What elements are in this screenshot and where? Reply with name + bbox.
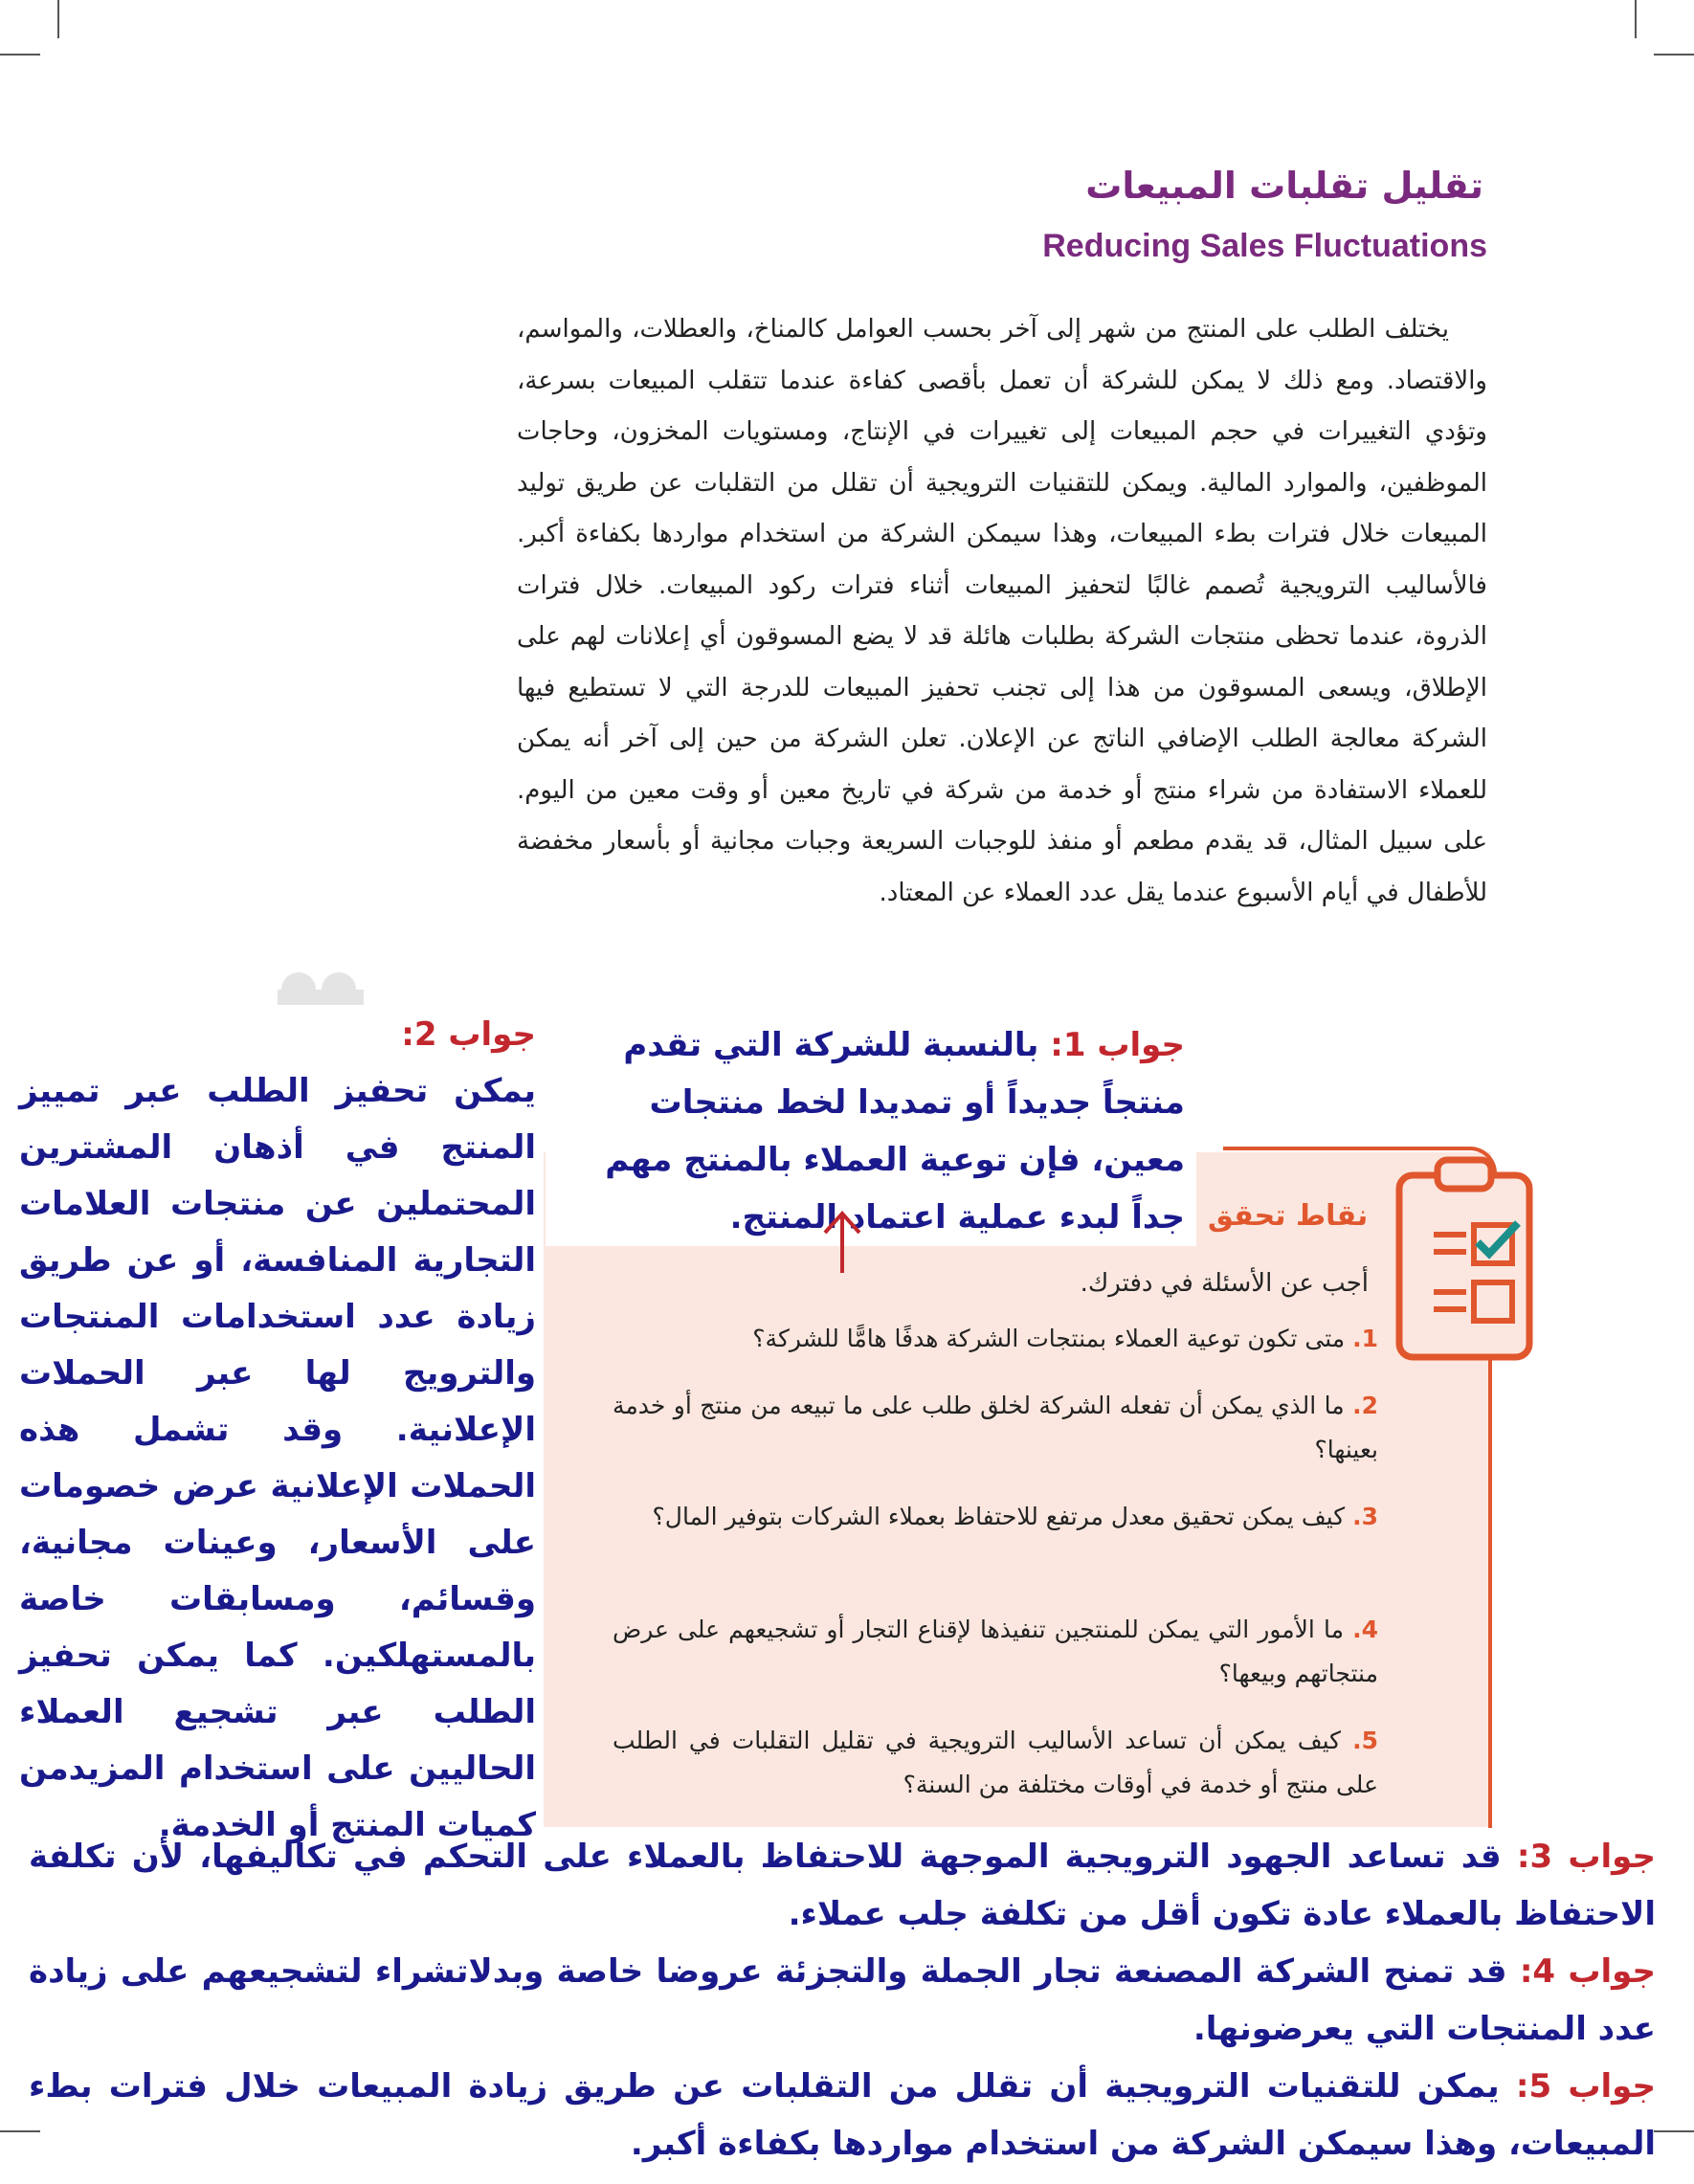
question-item bbox=[613, 1719, 1378, 1807]
question-text: متى تكون توعية العملاء بمنتجات الشركة هدفًا هامًّا للشركة؟ bbox=[752, 1325, 1346, 1352]
answer-5 bbox=[29, 2058, 1656, 2173]
question-text: ما الذي يمكن أن تفعله الشركة لخلق طلب على ما تبيعه من منتج أو خدمة بعينها؟ bbox=[613, 1392, 1378, 1463]
answer-label: جواب 4: bbox=[1519, 1952, 1656, 1991]
question-number: 5. bbox=[1352, 1727, 1379, 1754]
question-text: كيف يمكن تحقيق معدل مرتفع للاحتفاظ بعملاء الشركات بتوفير المال؟ bbox=[652, 1503, 1346, 1530]
section-title-english: Reducing Sales Fluctuations bbox=[1042, 228, 1487, 264]
crop-mark bbox=[1654, 54, 1694, 56]
question-text: كيف يمكن أن تساعد الأساليب الترويجية في تقليل التقلبات في الطلب على منتج أو خدمة في أوقات مختلفة من السنة؟ bbox=[613, 1727, 1378, 1798]
answer-text: قد تمنح الشركة المصنعة تجار الجملة والتجزئة عروضا خاصة وبدلاتشراء لتشجيعهم على زيادة عدد المنتجات التي يعرضونها. bbox=[29, 1952, 1656, 2048]
answer-label: جواب 3: bbox=[1516, 1838, 1656, 1876]
quote-mark-icon bbox=[278, 967, 364, 1005]
checkpoints-instruction: أجب عن الأسئلة في دفترك. bbox=[1080, 1269, 1369, 1298]
question-number: 2. bbox=[1352, 1392, 1378, 1419]
answers-bottom bbox=[29, 1828, 1656, 2173]
question-text: ما الأمور التي يمكن للمنتجين تنفيذها لإقناع التجار أو تشجيعهم على عرض منتجاتهم وبيعها؟ bbox=[613, 1616, 1378, 1687]
answer-label: جواب 2: bbox=[401, 1015, 536, 1054]
question-item bbox=[613, 1317, 1378, 1361]
section-title-arabic: تقليل تقلبات المبيعات bbox=[1085, 165, 1483, 207]
crop-mark bbox=[57, 0, 59, 38]
clipboard-checklist-icon bbox=[1378, 1139, 1550, 1369]
crop-mark bbox=[1635, 0, 1637, 38]
answer-text: قد تساعد الجهود الترويجية الموجهة للاحتفاظ بالعملاء على التحكم في تكاليفها، لأن تكلفة الاحتفاظ بالعملاء عادة تكون أقل من تكلفة جلب عملاء. bbox=[29, 1838, 1656, 1933]
answer-4 bbox=[29, 1943, 1656, 2058]
answer-text: بالنسبة للشركة التي تقدم منتجاً جديداً أو تمديدا لخط منتجات معين، فإن توعية العملاء بالمنتج مهم جداً لبدء عملية اعتماد المنتج. bbox=[605, 1026, 1185, 1237]
question-number: 3. bbox=[1352, 1503, 1378, 1530]
answer-text: يمكن تحفيز الطلب عبر تمييز المنتج في أذهان المشترين المحتملين عن منتجات العلامات التجارية المنافسة، أو عن طريق زيادة عدد استخدامات المنتجات والترويج لها عبر الحملات الإعلانية. وقد تشمل هذه الحملات الإعلانية عرض خصومات على الأسعار، وعينات مجانية، وقسائم، ومسابقات خاصة بالمستهلكين. كما يمكن تحفيز الطلب عبر تشجيع العملاء الحاليين على استخدام المزيدمن كميات المنتج أو الخدمة. bbox=[19, 1072, 536, 1844]
answer-3 bbox=[29, 1828, 1656, 1943]
answer-label: جواب 5: bbox=[1515, 2067, 1656, 2106]
crop-mark bbox=[1654, 2130, 1694, 2132]
body-paragraph: يختلف الطلب على المنتج من شهر إلى آخر بحسب العوامل كالمناخ، والعطلات، والمواسم، والاقتصاد. ومع ذلك لا يمكن للشركة أن تعمل بأقصى كفاءة عندما تتقلب المبيعات بسرعة، وتؤدي التغييرات في حجم المبيعات إلى تغييرات في الإنتاج، ومستويات المخزون، وحاجات الموظفين، والموارد المالية. ويمكن للتقنيات الترويجية أن تقلل من التقلبات عن طريق توليد المبيعات خلال فترات بطء المبيعات، وهذا سيمكن الشركة من استخدام مواردها بكفاءة أكبر. فالأساليب الترويجية تُصمم غالبًا لتحفيز المبيعات أثناء فترات ركود المبيعات. خلال فترات الذروة، عندما تحظى منتجات الشركة بطلبات هائلة قد لا يضع المسوقون أي إعلانات لهم على الإطلاق، ويسعى المسوقون من هذا إلى تجنب تحفيز المبيعات للدرجة التي لا تستطيع فيها الشركة معالجة الطلب الإضافي الناتج عن الإعلان. تعلن الشركة من حين إلى آخر أنه يمكن للعملاء الاستفادة من شراء منتج أو خدمة من شركة في تاريخ معين أو وقت معين من اليوم. على سبيل المثال، قد يقدم مطعم أو منفذ للوجبات السريعة وجبات مجانية أو بأسعار مخفضة للأطفال في أيام الأسبوع عندما يقل عدد العملاء عن المعتاد. bbox=[517, 315, 1487, 907]
crop-mark bbox=[0, 54, 40, 56]
answer-label: جواب 1: bbox=[1050, 1026, 1185, 1064]
question-item bbox=[613, 1608, 1378, 1696]
question-number: 1. bbox=[1352, 1325, 1378, 1352]
question-item bbox=[613, 1495, 1378, 1539]
arrow-up-icon bbox=[821, 1208, 863, 1275]
checkpoints-title: نقاط تحقق bbox=[1208, 1199, 1369, 1233]
answer-1 bbox=[546, 1007, 1196, 1246]
question-number: 4. bbox=[1352, 1616, 1378, 1643]
answer-2 bbox=[19, 1007, 536, 1854]
question-item bbox=[613, 1384, 1378, 1472]
answer-text: يمكن للتقنيات الترويجية أن تقلل من التقلبات عن طريق زيادة المبيعات خلال فترات بطء المبيعات، وهذا سيمكن الشركة من استخدام مواردها بكفاءة أكبر. bbox=[29, 2067, 1656, 2163]
